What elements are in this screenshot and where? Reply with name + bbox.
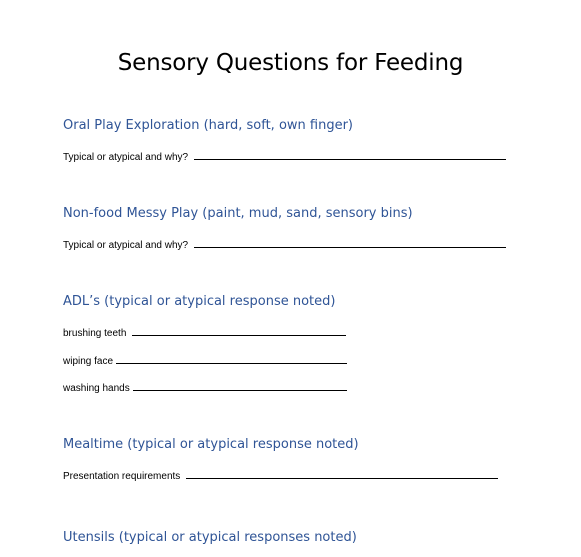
blank-answer-line[interactable]: [194, 238, 506, 248]
form-field-oral-play: [63, 150, 506, 163]
form-field-messy-play: [63, 238, 506, 251]
blank-answer-line[interactable]: [194, 150, 506, 160]
field-label: brushing teeth: [63, 328, 127, 339]
blank-answer-line[interactable]: [132, 326, 346, 336]
blank-answer-line[interactable]: [133, 381, 347, 391]
field-label: Typical or atypical and why?: [63, 152, 189, 163]
section-heading-messy-play: Non-food Messy Play (paint, mud, sand, sensory bins): [63, 206, 413, 221]
form-field-wiping-face: [63, 354, 347, 367]
field-label: Presentation requirements: [63, 471, 181, 482]
blank-answer-line[interactable]: [116, 354, 347, 364]
section-heading-utensils: Utensils (typical or atypical responses noted): [63, 530, 357, 545]
page-title: Sensory Questions for Feeding: [117, 50, 464, 76]
field-label: washing hands: [63, 383, 130, 394]
form-field-washing-hands: [63, 381, 347, 394]
form-field-presentation-requirements: [63, 469, 498, 482]
field-label: wiping face: [63, 356, 114, 367]
field-label: Typical or atypical and why?: [63, 240, 189, 251]
section-heading-mealtime: Mealtime (typical or atypical response noted): [63, 437, 359, 452]
section-heading-adls: ADL’s (typical or atypical response noted): [63, 294, 336, 309]
section-heading-oral-play: Oral Play Exploration (hard, soft, own finger): [63, 118, 353, 133]
form-field-brushing-teeth: [63, 326, 346, 339]
blank-answer-line[interactable]: [186, 469, 498, 479]
